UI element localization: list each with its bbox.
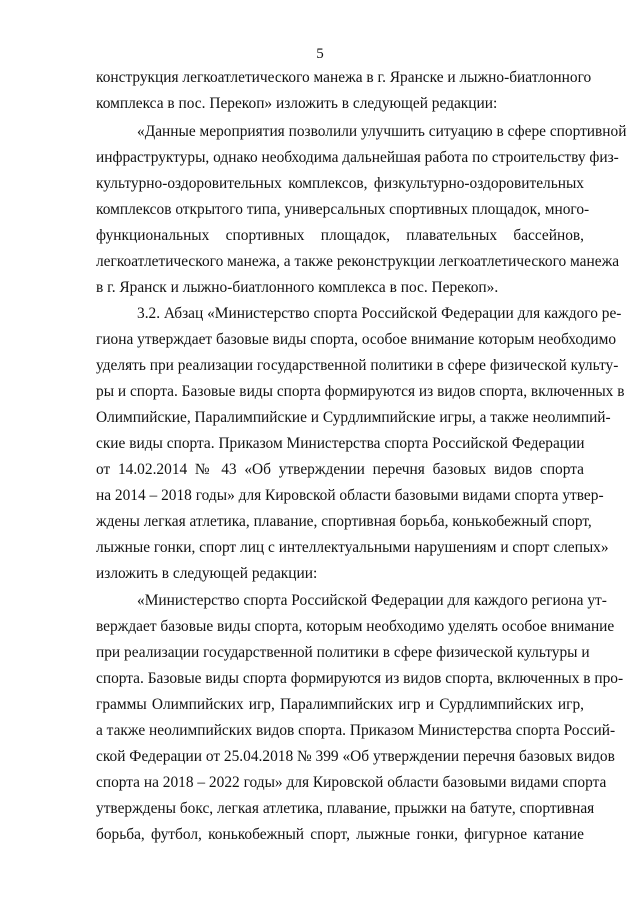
text-line: граммы Олимпийских игр, Паралимпийских игр и Сурдлимпийских игр, [96,696,584,713]
text-line: инфраструктуры, однако необходима дальнейшая работа по строительству физ- [96,149,619,166]
text-line: легкоатлетического манежа, а также реконструкции легкоатлетического манежа [96,253,620,270]
text-line: спорта на 2018 – 2022 годы» для Кировской области базовыми видами спорта [96,774,607,791]
text-line: утверждены бокс, легкая атлетика, плавание, прыжки на батуте, спортивная [96,800,595,817]
text-line: уделять при реализации государственной политики в сфере физической культу- [96,357,619,374]
text-line: изложить в следующей редакции: [96,565,318,582]
text-line: функциональных спортивных площадок, плавательных бассейнов, [96,227,584,244]
text-line: от 14.02.2014 № 43 «Об утверждении перечня базовых видов спорта [96,461,584,478]
text-line: спорта. Базовые виды спорта формируются из видов спорта, включенных в про- [96,670,624,687]
text-line: комплексов открытого типа, универсальных спортивных площадок, много- [96,201,590,218]
text-line: «Данные мероприятия позволили улучшить ситуацию в сфере спортивной [137,123,627,140]
text-line: при реализации государственной политики в сфере физической культуры и [96,644,590,661]
text-line: а также неолимпийских видов спорта. Приказом Министерства спорта Россий- [96,722,616,739]
text-line: на 2014 – 2018 годы» для Кировской области базовыми видами спорта утвер- [96,487,604,504]
text-line: конструкция легкоатлетического манежа в г. Яранске и лыжно-биатлонного [96,69,592,86]
text-line: гиона утверждает базовые виды спорта, особое внимание которым необходимо [96,331,617,348]
text-line: ской Федерации от 25.04.2018 № 399 «Об утверждении перечня базовых видов [96,748,615,765]
page-number: 5 [316,46,324,62]
text-line: 3.2. Абзац «Министерство спорта Российской Федерации для каждого ре- [137,305,622,322]
text-line: в г. Яранск и лыжно-биатлонного комплекса в пос. Перекоп». [96,279,499,296]
text-line: комплекса в пос. Перекоп» изложить в следующей редакции: [96,95,498,112]
text-line: «Министерство спорта Российской Федерации для каждого региона ут- [137,592,607,609]
text-line: ждены легкая атлетика, плавание, спортивная борьба, конькобежный спорт, [96,513,592,530]
text-line: борьба, футбол, конькобежный спорт, лыжные гонки, фигурное катание [96,826,584,843]
text-line: культурно-оздоровительных комплексов, физкультурно-оздоровительных [96,175,584,192]
text-line: Олимпийские, Паралимпийские и Сурдлимпийские игры, а также неолимпий- [96,409,611,426]
text-line: ские виды спорта. Приказом Министерства спорта Российской Федерации [96,435,585,452]
text-line: лыжные гонки, спорт лиц с интеллектуальными нарушениям и спорт слепых» [96,539,609,556]
text-line: верждает базовые виды спорта, которым необходимо уделять особое внимание [96,618,615,635]
text-line: ры и спорта. Базовые виды спорта формируются из видов спорта, включенных в [96,383,625,400]
